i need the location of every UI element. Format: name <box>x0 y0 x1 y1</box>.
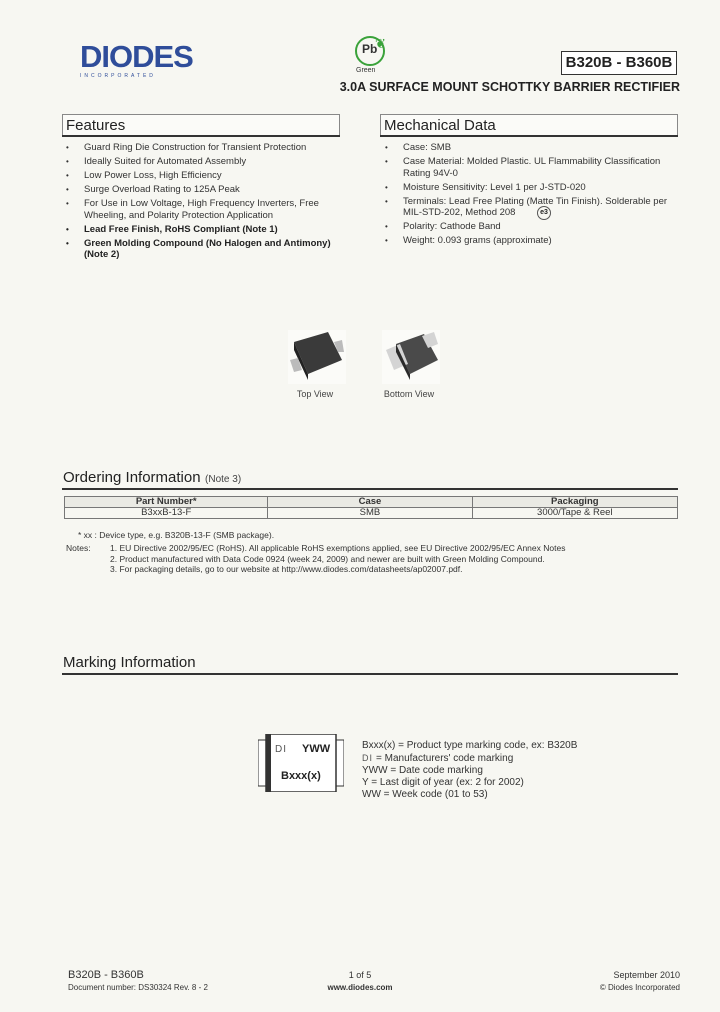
table-header-row <box>65 497 678 508</box>
ordering-footnote: * xx : Device type, e.g. B320B-13-F (SMB package). <box>78 530 275 540</box>
feature-item: • Surge Overload Rating to 125A Peak <box>62 184 342 196</box>
legend-item: Y = Last digit of year (ex: 2 for 2002) <box>362 777 524 788</box>
cell-packaging: 3000/Tape & Reel <box>472 508 677 519</box>
mechanical-item: • Terminals: Lead Free Plating (Matte Tin Finish). Solderable per MIL-STD-202, Method 208 <box>381 196 671 219</box>
ordering-title-text: Ordering Information <box>63 469 201 486</box>
lead-free-green-icon <box>353 36 387 76</box>
footer-page: 1 of 5 <box>348 970 372 980</box>
mechanical-item: • Case: SMB <box>381 142 671 154</box>
mechanical-item: • Case Material: Molded Plastic. UL Flammability Classification Rating 94V-0 <box>381 156 671 179</box>
note-item: 2. Product manufactured with Data Code 0924 (week 24, 2009) and newer are built with Green Molding Compound. <box>110 553 545 564</box>
legend-item <box>362 752 662 765</box>
legend-item: YWW = Date code marking <box>362 765 483 776</box>
marking-logo-icon: DI <box>275 744 287 755</box>
legend-logo-icon: DI <box>362 753 373 763</box>
col-part-number: Part Number* <box>65 497 268 508</box>
mechanical-title: Mechanical Data <box>384 117 496 134</box>
e3-mark-text: e3 <box>540 209 548 216</box>
notes-label: Notes: <box>66 543 91 553</box>
ordering-rule <box>62 488 678 490</box>
footer-part: B320B - B360B <box>68 969 144 981</box>
top-view-caption: Top View <box>296 389 334 399</box>
legend-item: WW = Week code (01 to 53) <box>362 789 488 800</box>
feature-item: • Green Molding Compound (No Halogen and Antimony) (Note 2) <box>62 238 342 261</box>
marking-code-yww: YWW <box>302 743 331 755</box>
notes-list <box>110 543 670 575</box>
mechanical-item: • Moisture Sensitivity: Level 1 per J-STD-020 <box>381 182 671 194</box>
feature-item: • Guard Ring Die Construction for Transient Protection <box>62 142 342 154</box>
mechanical-item: • Weight: 0.093 grams (approximate) <box>381 235 671 247</box>
e3-mark-icon <box>537 206 551 220</box>
bottom-view-caption: Bottom View <box>383 389 435 399</box>
note-item: 3. For packaging details, go to our website at http://www.diodes.com/datasheets/ap02007.pdf. <box>110 564 463 574</box>
footer-copyright: © Diodes Incorporated <box>599 983 680 992</box>
marking-package-diagram <box>258 734 344 792</box>
feature-item: • Low Power Loss, High Efficiency <box>62 170 342 182</box>
mechanical-list <box>381 142 671 249</box>
col-case: Case <box>268 497 472 508</box>
company-logo <box>80 39 202 79</box>
marking-legend <box>362 740 662 801</box>
footer-url[interactable]: www.diodes.com <box>327 983 393 992</box>
logo-subtext: INCORPORATED <box>80 73 156 79</box>
package-top-view-image <box>288 330 346 384</box>
mechanical-item: • Polarity: Cathode Band <box>381 221 671 233</box>
green-label: Green <box>356 67 376 74</box>
note-item: 1. EU Directive 2002/95/EC (RoHS). All applicable RoHS exemptions applied, see EU Directive 2002/95/EC Annex Notes <box>110 543 566 553</box>
marking-rule <box>62 673 678 675</box>
legend-item: Bxxx(x) = Product type marking code, ex: B320B <box>362 740 578 751</box>
pb-symbol: Pb <box>362 42 378 56</box>
ordering-note-ref: (Note 3) <box>205 474 242 485</box>
feature-item: • Ideally Suited for Automated Assembly <box>62 156 342 168</box>
features-title: Features <box>66 117 126 134</box>
feature-item: • Lead Free Finish, RoHS Compliant (Note 1) <box>62 224 342 236</box>
col-packaging: Packaging <box>472 497 677 508</box>
cell-case: SMB <box>268 508 472 519</box>
marking-title: Marking Information <box>63 654 196 671</box>
footer-doc-number: Document number: DS30324 Rev. 8 - 2 <box>68 983 208 992</box>
features-rule <box>62 135 340 137</box>
cell-part-number: B3xxB-13-F <box>65 508 268 519</box>
document-subtitle: 3.0A SURFACE MOUNT SCHOTTKY BARRIER RECTIFIER <box>339 80 680 94</box>
leaf-icon: ❦ <box>375 36 386 51</box>
package-bottom-view-image <box>382 330 440 384</box>
part-range-box: B320B - B360B <box>561 51 677 75</box>
legend-item-text: = Manufacturers' code marking <box>376 753 514 764</box>
ordering-table <box>64 496 678 519</box>
footer-date: September 2010 <box>613 970 680 980</box>
marking-code-bxxx: Bxxx(x) <box>281 770 321 782</box>
feature-item: • For Use in Low Voltage, High Frequency Inverters, Free Wheeling, and Polarity Protection Application <box>62 198 342 221</box>
logo-text: DIODES <box>80 39 193 74</box>
ordering-title <box>63 469 241 487</box>
mechanical-rule <box>380 135 678 137</box>
table-row <box>65 508 678 519</box>
features-list <box>62 142 342 263</box>
